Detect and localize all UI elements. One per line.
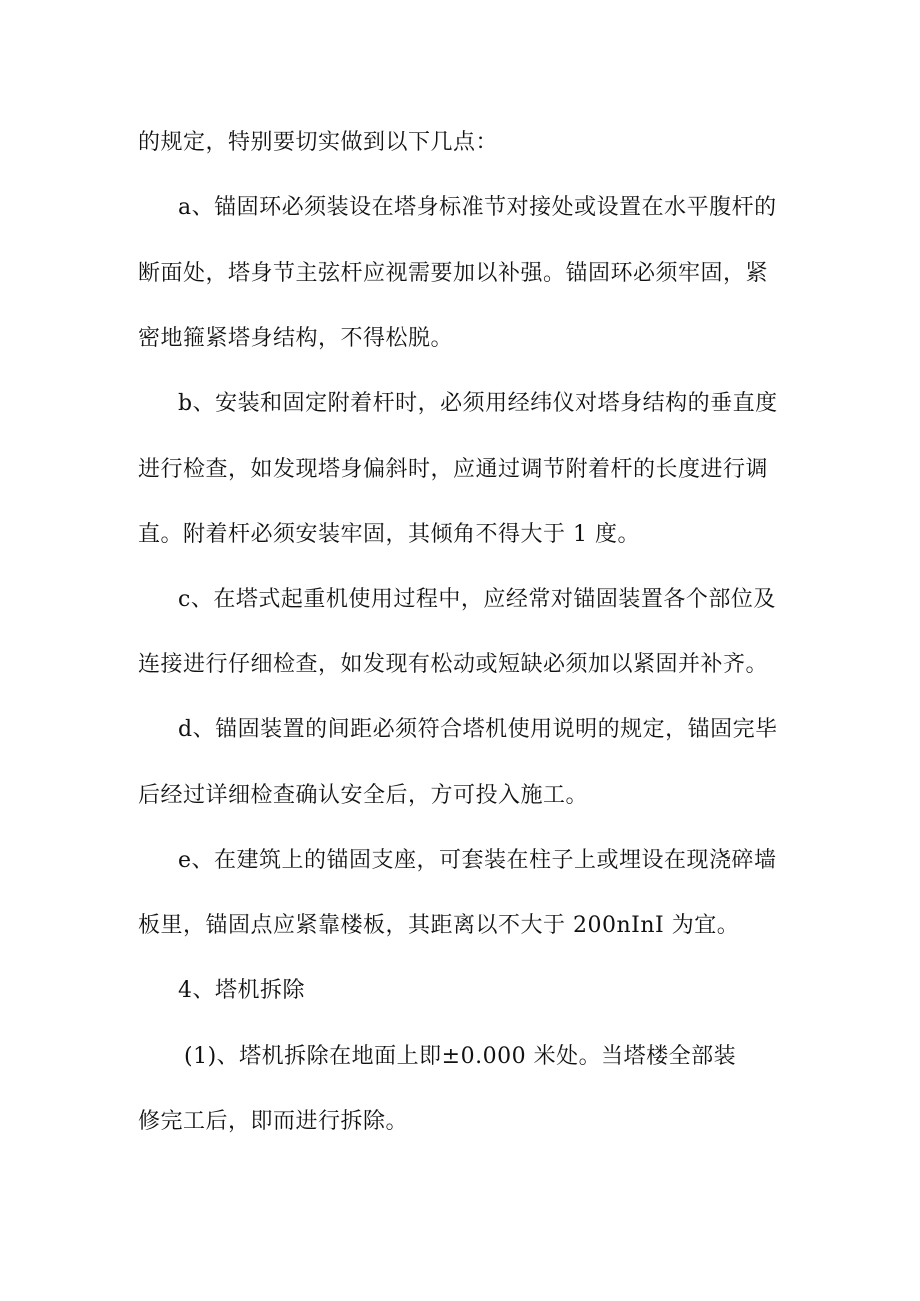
text-line: b、安装和固定附着杆时，必须用经纬仪对塔身结构的垂直度 [178, 391, 778, 416]
text-line: 修完工后，即而进行拆除。 [138, 1109, 409, 1134]
text-line: 后经过详细检查确认安全后，方可投入施工。 [138, 783, 589, 808]
text-line: 的规定，特别要切实做到以下几点： [138, 130, 499, 155]
text-line: a、锚固环必须装设在塔身标准节对接处或设置在水平腹杆的 [178, 195, 777, 220]
text-line: 直。附着杆必须安装牢固，其倾角不得大于 1 度。 [138, 522, 640, 547]
text-line: c、在塔式起重机使用过程中，应经常对锚固装置各个部位及 [178, 587, 776, 612]
text-line: d、锚固装置的间距必须符合塔机使用说明的规定，锚固完毕 [178, 717, 778, 742]
text-line: e、在建筑上的锚固支座，可套装在柱子上或埋设在现浇碎墙 [178, 848, 777, 873]
text-line: 断面处，塔身节主弦杆应视需要加以补强。锚固环必须牢固，紧 [138, 261, 769, 286]
text-line: 板里，锚固点应紧靠楼板，其距离以不大于 200nInI 为宜。 [138, 913, 740, 938]
text-line: 密地箍紧塔身结构，不得松脱。 [138, 326, 454, 351]
text-line: 连接进行仔细检查，如发现有松动或短缺必须加以紧固并补齐。 [138, 652, 769, 677]
section-heading: 4、塔机拆除 [178, 978, 305, 1003]
text-line: (1)、塔机拆除在地面上即±0.000 米处。当塔楼全部装 [184, 1044, 737, 1069]
text-line: 进行检查，如发现塔身偏斜时，应通过调节附着杆的长度进行调 [138, 457, 769, 482]
